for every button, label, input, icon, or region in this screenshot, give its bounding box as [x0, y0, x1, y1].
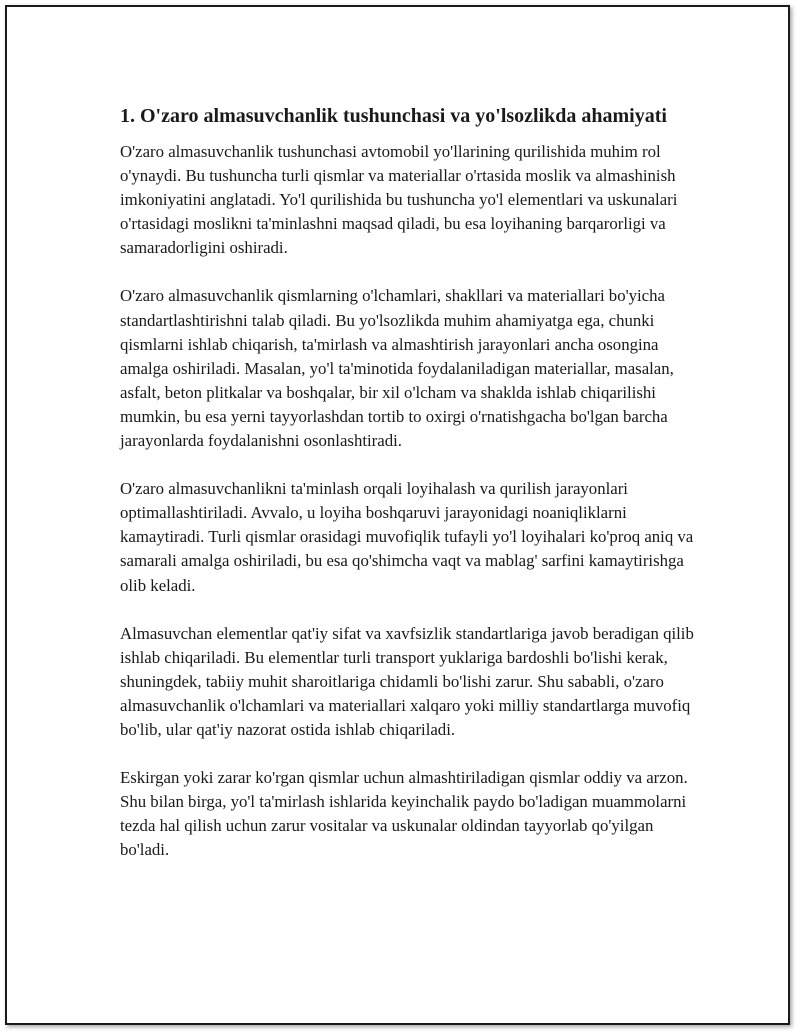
document-body [120, 103, 700, 886]
paragraph-4: Almasuvchan elementlar qat'iy sifat va xavfsizlik standartlariga javob beradigan qilib ishlab chiqariladi. Bu elementlar turli transport yuklariga bardoshli bo'lishi kerak, shuningdek, tabiiy muhit sharoitlariga chidamli bo'lishi zarur. Shu sababli, o'zaro almasuvchanlik o'lchamlari va materiallari xalqaro yoki milliy standartlarga muvofiq bo'lib, ular qat'iy nazorat ostida ishlab chiqariladi. [120, 623, 694, 739]
page-frame [5, 5, 790, 1025]
paragraph-2: O'zaro almasuvchanlik qismlarning o'lchamlari, shakllari va materiallari bo'yicha standartlashtirishni talab qiladi. Bu yo'lsozlikda muhim ahamiyatga ega, chunki qismlarni ishlab chiqarish, ta'mirlash va almashtirish jarayonlari ancha osongina amalga oshiriladi. Masalan, yo'l ta'minotida foydalaniladigan materiallar, masalan, asfalt, beton plitkalar va boshqalar, bir xil o'lcham va shaklda ishlab chiqarilishi mumkin, bu esa yerni tayyorlashdan tortib to oxirgi o'rnatishgacha bo'lgan barcha jarayonlarda foydalanishni osonlashtiradi. [120, 286, 674, 451]
section-title: 1. O'zaro almasuvchanlik tushunchasi va yo'lsozlikda ahamiyati [120, 105, 667, 127]
paragraph-1: O'zaro almasuvchanlik tushunchasi avtomobil yo'llarining qurilishida muhim rol o'ynaydi. Bu tushuncha turli qismlar va materiallar o'rtasida moslik va almashinish imkoniyatini anglatadi. Yo'l qurilishida bu tushuncha yo'l elementlari va uskunalari o'rtasidagi moslikni ta'minlashni maqsad qiladi, bu esa loyihaning barqarorligi va samaradorligini oshiradi. [120, 142, 678, 258]
paragraph-3: O'zaro almasuvchanlikni ta'minlash orqali loyihalash va qurilish jarayonlari optimallashtiriladi. Avvalo, u loyiha boshqaruvi jarayonidagi noaniqliklarni kamaytiradi. Turli qismlar orasidagi muvofiqlik tufayli yo'l loyihalari ko'proq aniq va samarali amalga oshiriladi, bu esa qo'shimcha vaqt va mablag' sarfini kamaytirishga olib keladi. [120, 479, 694, 595]
paragraph-5: Eskirgan yoki zarar ko'rgan qismlar uchun almashtiriladigan qismlar oddiy va arzon. Shu bilan birga, yo'l ta'mirlash ishlarida keyinchalik paydo bo'ladigan muammolarni tezda hal qilish uchun zarur vositalar va uskunalar oldindan tayyorlab qo'yilgan bo'ladi. [120, 768, 688, 860]
